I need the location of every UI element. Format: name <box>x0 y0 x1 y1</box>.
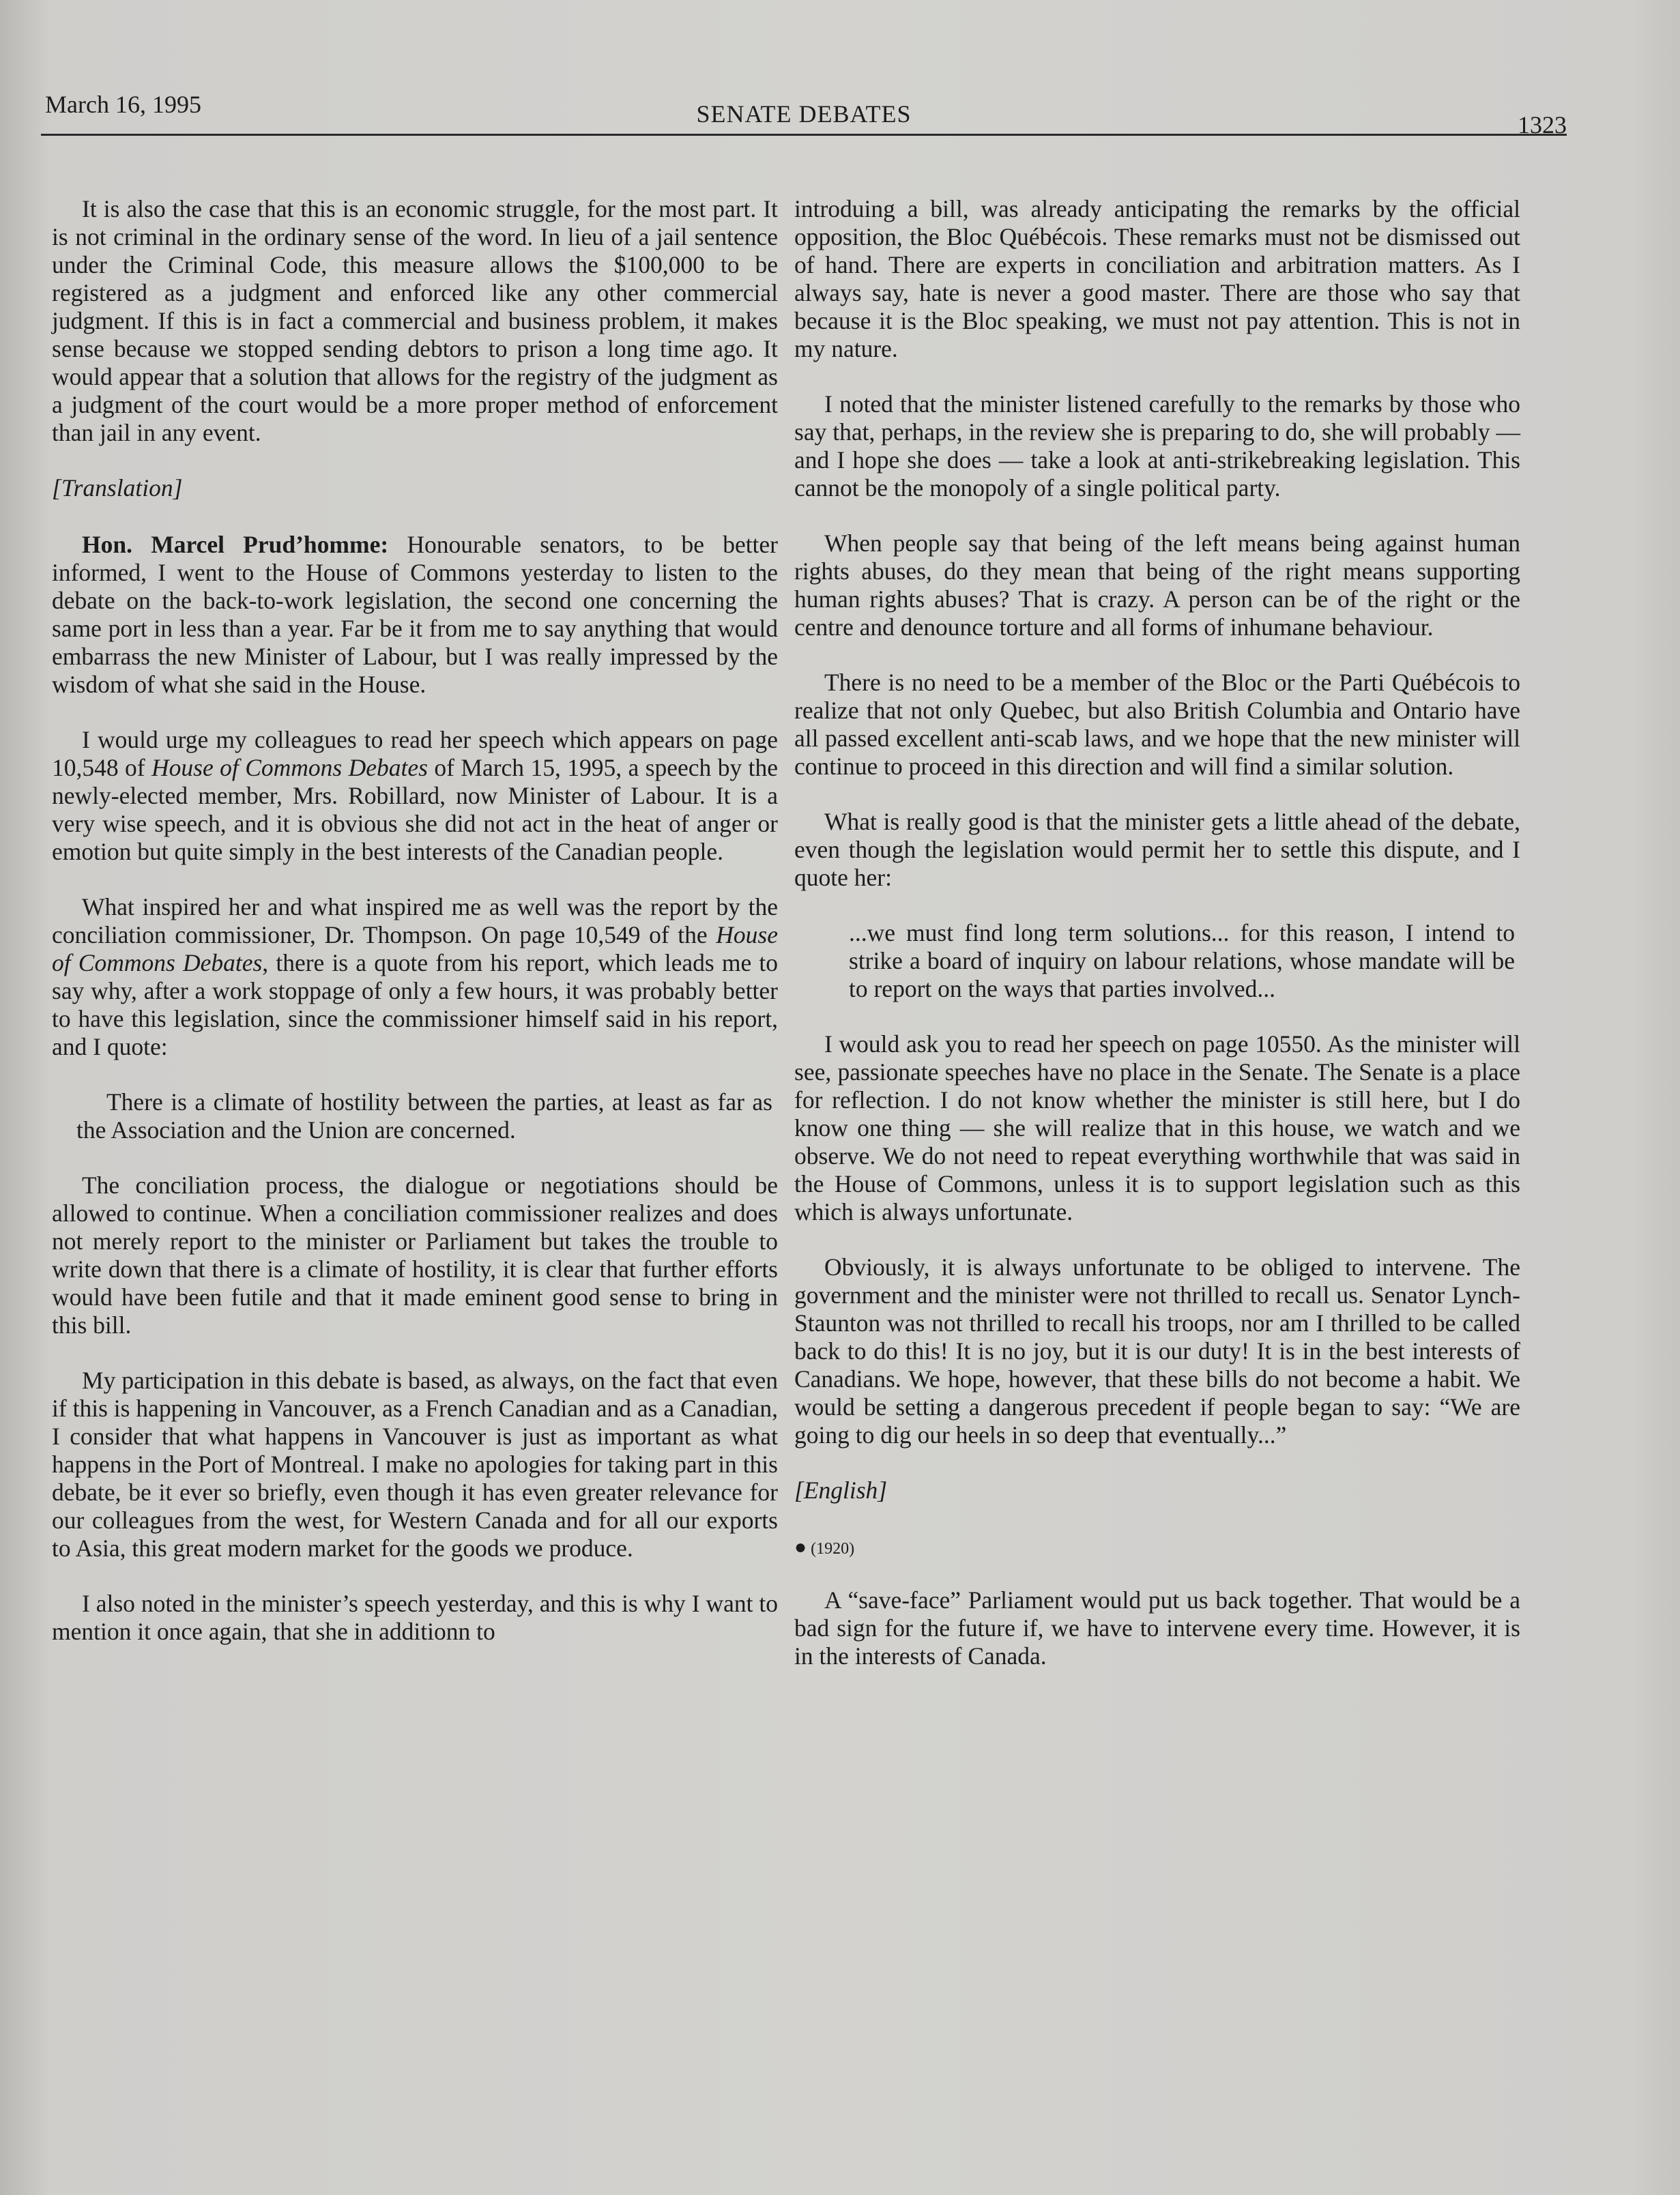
right-column <box>794 195 1520 1698</box>
paragraph: I would ask you to read her speech on page 10550. As the minister will see, passionate speeches have no place in the Senate. The Senate is a place for reflection. I do not know whether the minister is still here, but I do know one thing — she will realize that in this house, we watch and we observe. We do not need to repeat everything worthwhile that was said in the House of Commons, unless it is to support legislation such as this which is always unfortunate. <box>794 1030 1520 1225</box>
paragraph: introduing a bill, was already anticipating the remarks by the official opposition, the Bloc Québécois. These remarks must not be dismissed out of hand. There are experts in conciliation and arbitration matters. As I always say, hate is never a good master. There are those who say that because it is the Bloc speaking, we must not pay attention. This is not in my nature. <box>794 195 1520 362</box>
text-segment: of March 15, 1995, a speech by the newly-elected member, Mrs. Robillard, now Minister of Labour. It is a very wise speech, and it is obvious she did not act in the heat of anger or emotion but quite simply in the best interests of the Canadian people. <box>52 754 779 865</box>
paragraph: Obviously, it is always unfortunate to be obliged to intervene. The government and the minister were not thrilled to recall us. Senator Lynch-Staunton was not thrilled to recall his troops, nor am I thrilled to be called back to do this! It is no joy, but it is our duty! It is in the best interests of Canadians. We hope, however, that these bills do not become a habit. We would be setting a dangerous precedent if people began to say: “We are going to dig our heels in so deep that eventually...” <box>794 1253 1520 1449</box>
paragraph: There is no need to be a member of the Bloc or the Parti Québécois to realize that not only Quebec, but also British Columbia and Ontario have all passed excellent anti-scab laws, and we hope that the new minister will continue to proceed in this direction and will find a similar solution. <box>794 669 1520 780</box>
paragraph: A “save-face” Parliament would put us back together. That would be a bad sign for the future if, we have to intervene every time. However, it is in the interests of Canada. <box>794 1586 1520 1670</box>
paragraph: The conciliation process, the dialogue or negotiations should be allowed to continue. When a conciliation commissioner realizes and does not merely report to the minister or Parliament but takes the trouble to write down that there is a climate of hostility, it is clear that further efforts would have been futile and that it made eminent good sense to bring in this bill. <box>52 1172 778 1339</box>
header-date: March 16, 1995 <box>45 91 201 118</box>
text-segment: What inspired her and what inspired me as well was the report by the conciliation commissioner, Dr. Thompson. On page 10,549 of the <box>52 893 778 948</box>
speaker-name: Hon. Marcel Prud’homme: <box>82 531 389 558</box>
paragraph: I noted that the minister listened carefully to the remarks by those who say that, perhaps, in the review she is preparing to do, she will probably — and I hope she does — take a look at anti-strikebreaking legislation. This cannot be the monopoly of a single political party. <box>794 390 1520 501</box>
page-number: 1323 <box>1518 111 1567 139</box>
text-segment: I would urge my colleagues to read her speech which appears on page 10,548 of <box>52 726 778 781</box>
publication-title: House of Commons Debates <box>52 921 778 976</box>
paragraph: I also noted in the minister’s speech yesterday, and this is why I want to mention it once again, that she in additionn to <box>52 1590 778 1645</box>
time-marker <box>794 1533 1520 1563</box>
paragraph: What is really good is that the minister gets a little ahead of the debate, even though the legislation would permit her to settle this dispute, and I quote her: <box>794 808 1520 891</box>
publication-title: House of Commons Debates <box>151 754 428 781</box>
block-quote: ...we must find long term solutions... for this reason, I intend to strike a board of inquiry on labour relations, whose mandate will be to report on the ways that parties involved... <box>849 919 1515 1002</box>
paragraph: When people say that being of the left means being against human rights abuses, do they mean that being of the right means supporting human rights abuses? That is crazy. A person can be of the right or the centre and denounce torture and all forms of inhumane behaviour. <box>794 529 1520 641</box>
paragraph <box>52 726 778 866</box>
block-quote: There is a climate of hostility between the parties, at least as far as the Association and the Union are concerned. <box>76 1088 772 1144</box>
paragraph <box>52 893 778 1061</box>
speech-text: Honourable senators, to be better informed, I went to the House of Commons yesterday to listen to the debate on the back-to-work legislation, the second one concerning the same port in less than a year. Far be it from me to say anything that would embarrass the new Minister of Labour, but I was really impressed by the wisdom of what she said in the House. <box>52 531 779 698</box>
bullet-icon: ● <box>794 1536 807 1558</box>
time-marker-text: (1920) <box>811 1540 855 1558</box>
left-column <box>52 195 778 1673</box>
header-title: SENATE DEBATES <box>696 100 912 128</box>
text-segment: , there is a quote from his report, which leads me to say why, after a work stoppage of only a few hours, it was probably better to have this legislation, since the commissioner himself said in his report, and I quote: <box>52 949 778 1060</box>
paragraph: My participation in this debate is based, as always, on the fact that even if this is happening in Vancouver, as a French Canadian and as a Canadian, I consider that what happens in Vancouver is just as important as what happens in the Port of Montreal. I make no apologies for taking part in this debate, be it ever so briefly, even though it has even greater relevance for our colleagues from the west, for Western Canada and for all our exports to Asia, this great modern market for the goods we produce. <box>52 1367 778 1562</box>
translation-marker: [Translation] <box>52 474 183 501</box>
english-marker: [English] <box>794 1477 888 1504</box>
page-header <box>41 90 1567 139</box>
paragraph: It is also the case that this is an economic struggle, for the most part. It is not criminal in the ordinary sense of the word. In lieu of a jail sentence under the Criminal Code, this measure allows the $100,000 to be registered as a judgment and enforced like any other commercial judgment. If this is in fact a commercial and business problem, it makes sense because we stopped sending debtors to prison a long time ago. It would appear that a solution that allows for the registry of the judgment as a judgment of the court would be a more proper method of enforcement than jail in any event. <box>52 195 778 446</box>
speaker-paragraph <box>52 531 778 699</box>
